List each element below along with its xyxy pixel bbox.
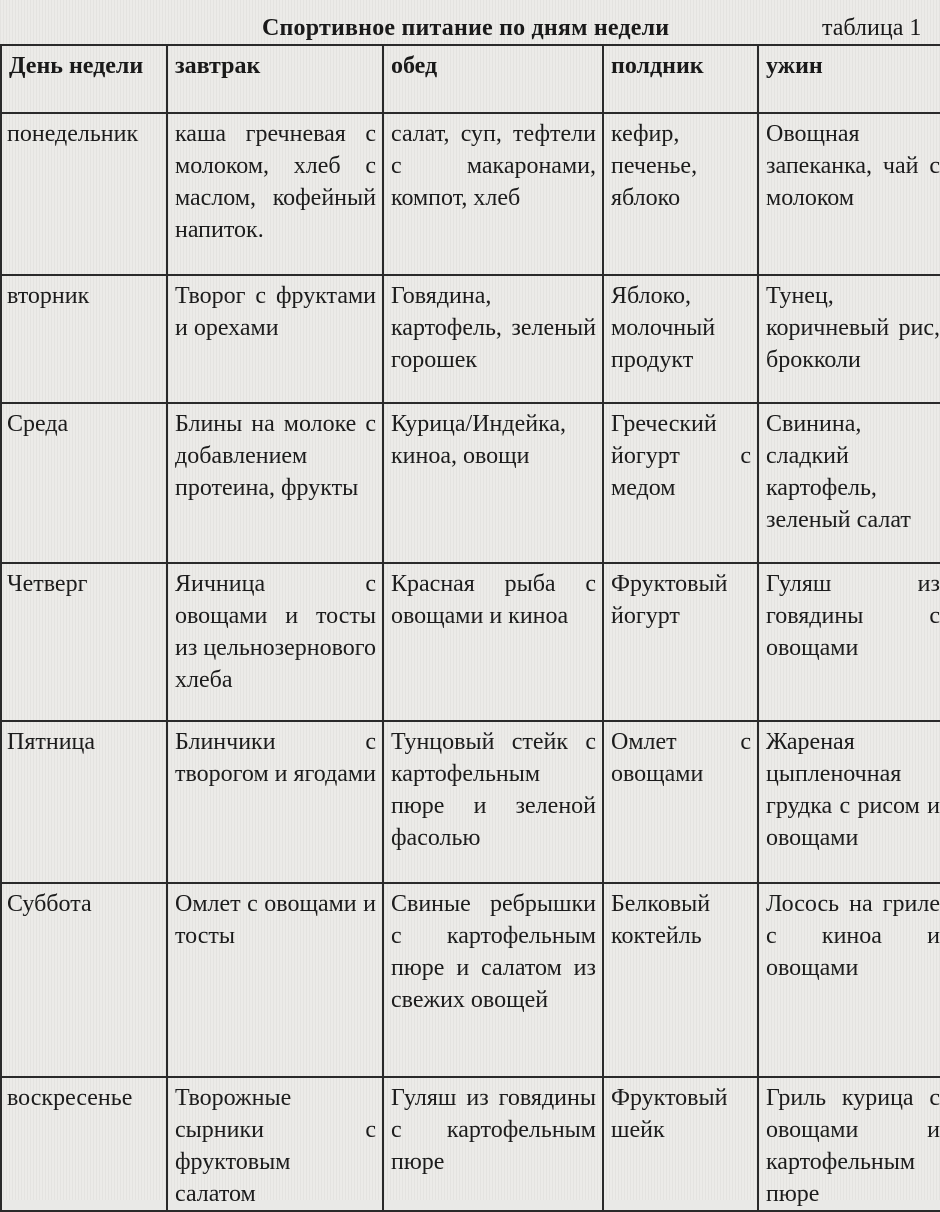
snack-cell: Фруктовый шейк <box>603 1077 758 1211</box>
table-row <box>1 403 940 563</box>
snack-cell: Фруктовый йогурт <box>603 563 758 721</box>
nutrition-table <box>0 44 940 1212</box>
breakfast-cell: Творожные сырники с фруктовым салатом <box>167 1077 383 1211</box>
lunch-cell: Курица/Индейка, киноа, овощи <box>383 403 603 563</box>
dinner-cell: Жареная цыпленочная грудка с рисом и овощами <box>758 721 940 883</box>
dinner-cell: Тунец, коричневый рис, брокколи <box>758 275 940 403</box>
snack-cell: Белковый коктейль <box>603 883 758 1077</box>
lunch-cell: Красная рыба с овощами и киноа <box>383 563 603 721</box>
dinner-cell: Свинина, сладкий картофель, зеленый салат <box>758 403 940 563</box>
day-cell: Четверг <box>1 563 167 721</box>
table-row <box>1 275 940 403</box>
day-cell: Среда <box>1 403 167 563</box>
snack-cell: Омлет с овощами <box>603 721 758 883</box>
table-row <box>1 721 940 883</box>
table-row <box>1 113 940 275</box>
snack-cell: Яблоко, молочный продукт <box>603 275 758 403</box>
header-breakfast: завтрак <box>167 45 383 113</box>
lunch-cell: Свиные ребрышки с картофельным пюре и салатом из свежих овощей <box>383 883 603 1077</box>
dinner-cell: Лосось на гриле с киноа и овощами <box>758 883 940 1077</box>
table-number-label: таблица 1 <box>822 15 922 41</box>
lunch-cell: Говядина, картофель, зеленый горошек <box>383 275 603 403</box>
table-row <box>1 883 940 1077</box>
lunch-cell: салат, суп, тефтели с макаронами, компот, хлеб <box>383 113 603 275</box>
day-cell: понедельник <box>1 113 167 275</box>
breakfast-cell: Яичница с овощами и тосты из цельнозернового хлеба <box>167 563 383 721</box>
header-dinner: ужин <box>758 45 940 113</box>
table-row <box>1 563 940 721</box>
breakfast-cell: Творог с фруктами и орехами <box>167 275 383 403</box>
breakfast-cell: каша гречневая с молоком, хлеб с маслом, кофейный напиток. <box>167 113 383 275</box>
snack-cell: Греческий йогурт с медом <box>603 403 758 563</box>
dinner-cell: Гуляш из говядины с овощами <box>758 563 940 721</box>
dinner-cell: Овощная запеканка, чай с молоком <box>758 113 940 275</box>
day-cell: Пятница <box>1 721 167 883</box>
day-cell: Суббота <box>1 883 167 1077</box>
table-title: Спортивное питание по дням недели <box>262 15 670 41</box>
breakfast-cell: Блинчики с творогом и ягодами <box>167 721 383 883</box>
dinner-cell: Гриль курица с овощами и картофельным пюре <box>758 1077 940 1211</box>
breakfast-cell: Блины на молоке с добавлением протеина, фрукты <box>167 403 383 563</box>
day-cell: воскресенье <box>1 1077 167 1211</box>
header-snack: полдник <box>603 45 758 113</box>
header-lunch: обед <box>383 45 603 113</box>
table-header-row <box>1 45 940 113</box>
lunch-cell: Тунцовый стейк с картофельным пюре и зеленой фасолью <box>383 721 603 883</box>
day-cell: вторник <box>1 275 167 403</box>
snack-cell: кефир, печенье, яблоко <box>603 113 758 275</box>
breakfast-cell: Омлет с овощами и тосты <box>167 883 383 1077</box>
header-day: День недели <box>1 45 167 113</box>
lunch-cell: Гуляш из говядины с картофельным пюре <box>383 1077 603 1211</box>
table-row <box>1 1077 940 1211</box>
